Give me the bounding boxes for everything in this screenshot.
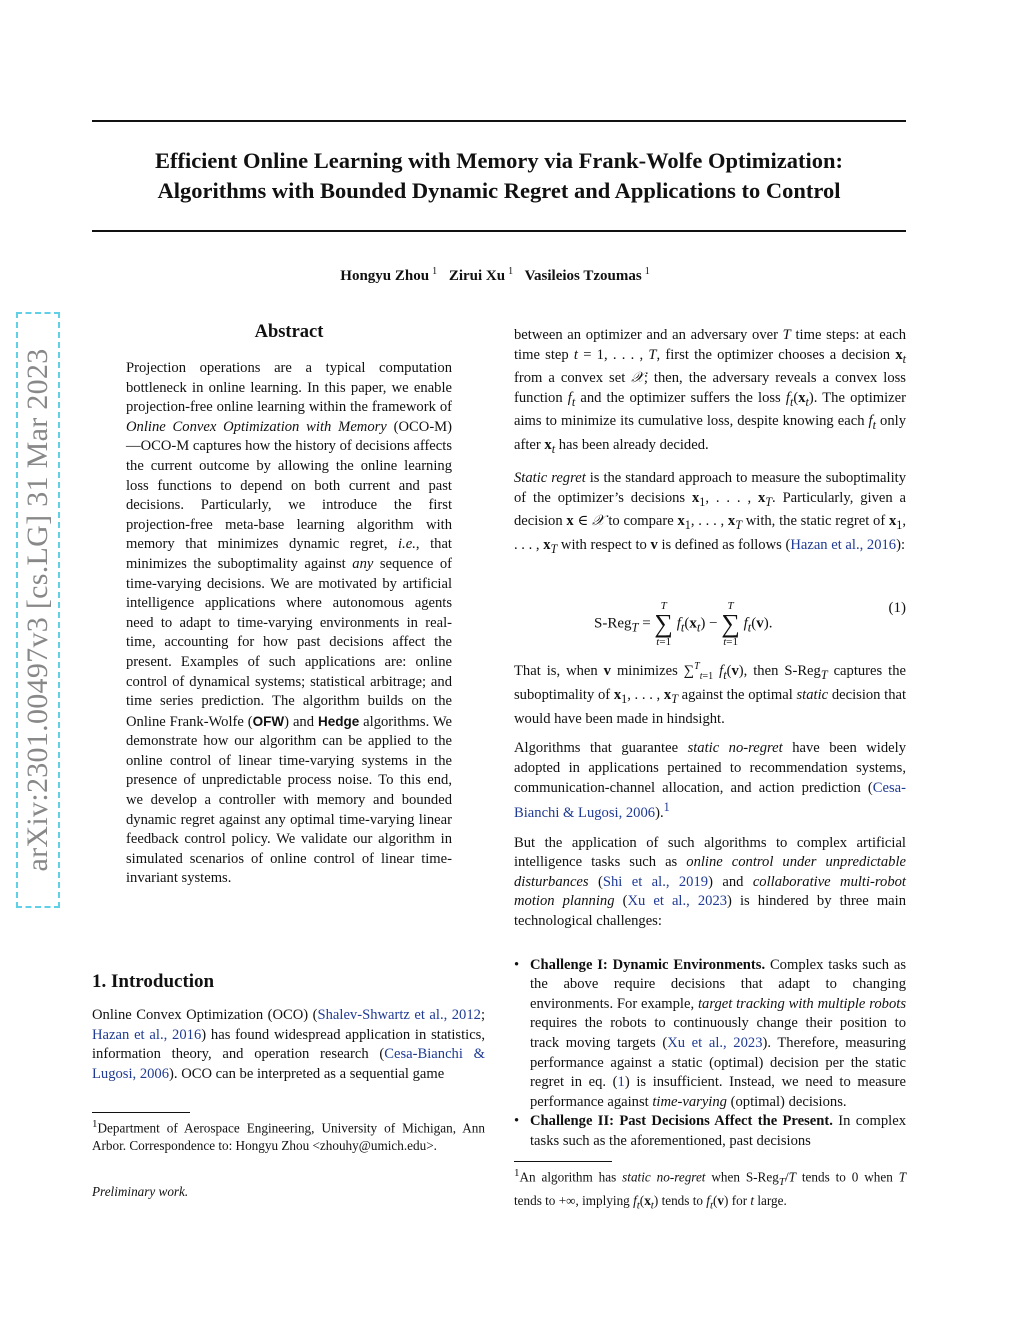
equation-link[interactable]: 1: [617, 1074, 625, 1091]
paper-title: [92, 146, 906, 206]
author-name: Hongyu Zhou: [340, 268, 430, 284]
affiliation-mark: 1: [644, 266, 650, 277]
author-list: [92, 266, 906, 285]
bottom-title-rule: [92, 230, 906, 232]
top-rule: [92, 120, 906, 122]
challenge-list: [514, 956, 906, 1152]
title-line-2: Algorithms with Bounded Dynamic Regret and Applications to Control: [157, 178, 841, 203]
hedge-label: Hedge: [317, 713, 360, 729]
right-column-bottom: [514, 657, 906, 1152]
abstract-body: [126, 359, 452, 899]
body-paragraph: Static regret is the standard approach to measure the suboptimality of the optimizer’s decisions $x_1$, . . . , $x_T$. Particularly, given a decision x ∈ 𝒳 to compare $x_1$, . . . , $x_T$ with, the static regret of $x_1$, . . . , $x_T$ with respect to v is defined as follows (Hazan et al., 2016):: [514, 470, 906, 556]
abstract-heading: Abstract: [254, 322, 324, 342]
footnote-static-no-regret: $^1$An algorithm has static no-regret when S-Reg$_T$/T tends to 0 when T tends to +∞, implying $f_t(x_t)$ tends to $f_t(v)$ for t large.: [514, 1167, 907, 1212]
citation-link[interactable]: Cesa-Bianchi & Lugosi, 2006: [92, 1046, 485, 1082]
footnote-rule: [92, 1112, 190, 1113]
citation-link[interactable]: Shi et al., 2019: [602, 873, 709, 890]
footnote-link[interactable]: 1: [663, 800, 670, 815]
citation-link[interactable]: Xu et al., 2023: [667, 1035, 763, 1052]
citation-link[interactable]: Xu et al., 2023: [627, 893, 728, 910]
author-name: Zirui Xu: [448, 268, 506, 284]
footnote-rule: [514, 1161, 612, 1162]
affiliation-mark: 1: [432, 266, 438, 277]
footnote-affiliation: $^1$Department of Aerospace Engineering, University of Michigan, Ann Arbor. Correspondence to: Hongyu Zhou <zhouhy@umich.edu>.: [92, 1118, 485, 1153]
list-item: • Challenge II: Past Decisions Affect the Present. In complex tasks such as the aforementioned, past decisions: [514, 1112, 906, 1151]
citation-link[interactable]: Cesa-Bianchi & Lugosi, 2006: [514, 779, 906, 822]
equation-static-regret: [514, 588, 906, 648]
section-heading-introduction: 1. Introduction: [92, 971, 215, 992]
right-column-top: [514, 326, 906, 569]
citation-link[interactable]: Hazan et al., 2016: [790, 536, 897, 553]
title-line-1: Efficient Online Learning with Memory via Frank-Wolfe Optimization:: [154, 148, 844, 173]
preliminary-note: Preliminary work.: [92, 1184, 189, 1199]
equation-number: (1): [888, 600, 906, 616]
arxiv-stamp-text: arXiv:2301.00497v3 [cs.LG] 31 Mar 2023: [21, 348, 54, 872]
equation-body: S-Reg$_T$ = T ∑ t=1 $f_t(x_t) - T$ ∑ t=1 $f_t(v)$.: [594, 600, 773, 648]
body-paragraph: between an optimizer and an adversary over T time steps: at each time step t = 1, . . . , T, first the optimizer chooses a decision $x_t$ from a convex set 𝒳; then, the adversary reveals a convex loss function $f_t$ and the optimizer suffers the loss $f_t(x_t)$. The optimizer aims to minimize its cumulative loss, despite knowing each $f_t$ only after $x_t$ has been already decided.: [514, 327, 907, 456]
author-name: Vasileios Tzoumas: [524, 268, 642, 284]
body-paragraph: Algorithms that guarantee static no-regret have been widely adopted in applications pertained to recommendation systems, communication-channel allocation, and action prediction (Cesa-Bianchi & Lugosi, 2006).$^1$: [514, 740, 906, 822]
body-paragraph: That is, when v minimizes ∑$^T_{t=1}$ $f_t(v)$, then S-Reg$_T$ captures the suboptimality of $x_1$, . . . , $x_T$ against the optimal static decision that would have been made in hindsight.: [514, 661, 907, 727]
list-item: • Challenge I: Dynamic Environments. Complex tasks such as the above require decisions that adapt to changing environments. For example, target tracking with multiple robots requires the robots to continuously change their position to track moving targets (Xu et al., 2023). Therefore, measuring performance against a static (optimal) decision per the static regret in eq. (1) is insufficient. Instead, we need to measure performance against time-varying (optimal) decisions.: [514, 956, 906, 1113]
citation-link[interactable]: Hazan et al., 2016: [92, 1026, 202, 1043]
abstract-paragraph: Projection operations are a typical computation bottleneck in online learning. In this paper, we enable projection-free online learning within the framework of Online Convex Optimization with Memory (OCO-M) —OCO-M captures how the history of decisions affects the current outcome by allowing the online learning loss functions to depend on both current and past decisions. Particularly, we introduce the first projection-free meta-base learning algorithm with memory that minimizes dynamic regret, i.e., that minimizes the suboptimality against any sequence of time-varying decisions. We are motivated by artificial intelligence applications where autonomous agents need to adapt to time-varying environments in real-time, accounting for how past decisions affect the present. Examples of such applications are: online control of dynamical systems; statistical arbitrage; and time series prediction. The algorithm builds on the Online Frank-Wolfe (OFW) and Hedge algorithms. We demonstrate how our algorithm can be applied to the online control of linear time-varying systems in the presence of unpredictable process noise. To this end, we develop a controller with memory and bounded dynamic regret against any optimal time-varying linear feedback control policy. We validate our algorithm in simulated scenarios of online control of linear time-invariant systems.: [126, 360, 453, 887]
arxiv-stamp[interactable]: [16, 312, 60, 908]
affiliation-mark: 1: [508, 266, 514, 277]
citation-link[interactable]: Shalev-Shwartz et al., 2012: [317, 1007, 481, 1023]
intro-paragraph: Online Convex Optimization (OCO) (Shalev-Shwartz et al., 2012; Hazan et al., 2016) has found widespread application in statistics, information theory, and operation research (Cesa-Bianchi & Lugosi, 2006). OCO can be interpreted as a sequential game: [92, 1007, 486, 1082]
body-paragraph: But the application of such algorithms to complex artificial intelligence tasks such as online control under unpredictable disturbances (Shi et al., 2019) and collaborative multi-robot motion planning (Xu et al., 2023) is hindered by three main technological challenges:: [514, 834, 906, 930]
ofw-label: OFW: [252, 713, 285, 729]
